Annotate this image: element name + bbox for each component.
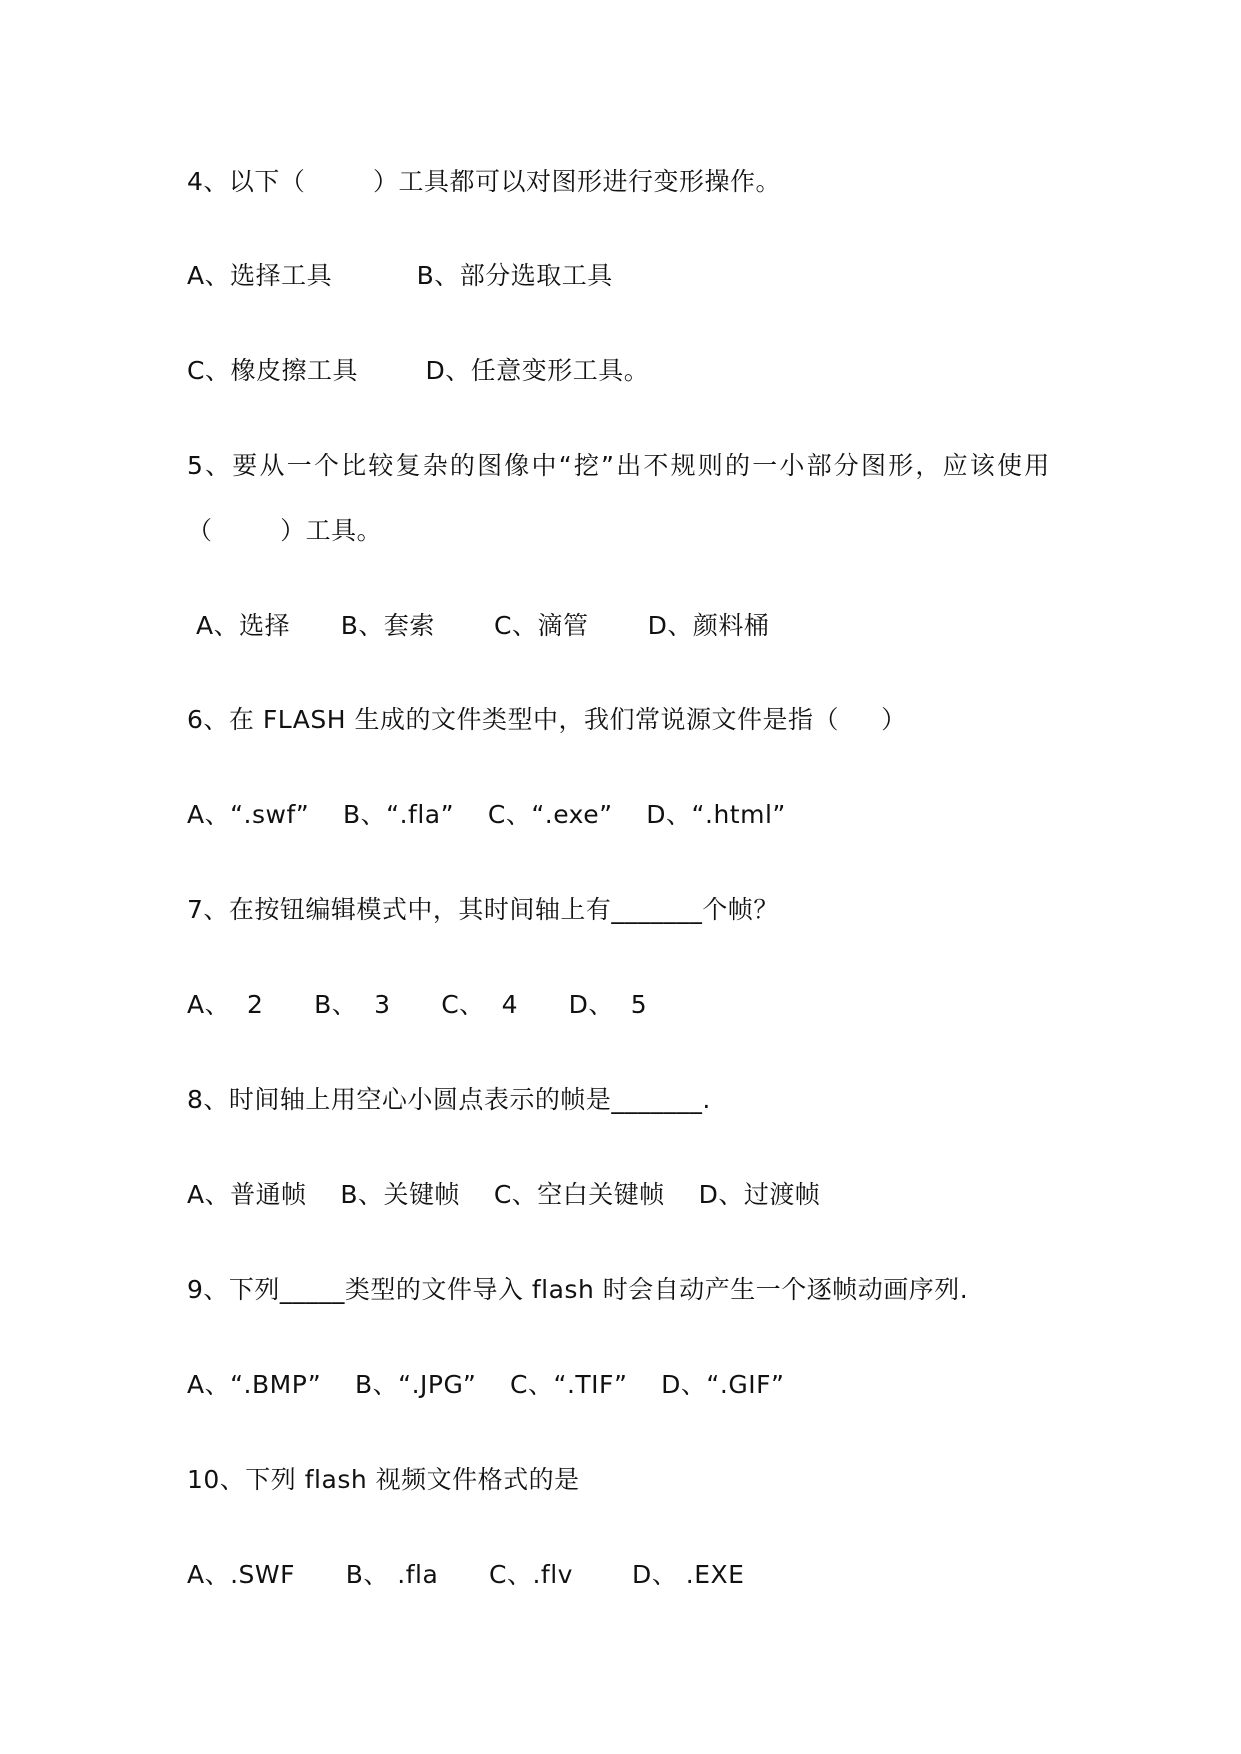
question-4-options-ab: A、选择工具 B、部分选取工具	[187, 261, 613, 290]
question-9-stem: 9、下列_____类型的文件导入 flash 时会自动产生一个逐帧动画序列.	[187, 1275, 969, 1304]
question-5-options: A、选择 B、套索 C、滴管 D、颜料桶	[196, 611, 770, 640]
question-8-options: A、普通帧 B、关键帧 C、空白关键帧 D、过渡帧	[187, 1180, 821, 1209]
question-10-options: A、.SWF B、 .fla C、.flv D、 .EXE	[187, 1560, 745, 1589]
question-5-stem-line2: （ ）工具。	[187, 516, 383, 545]
question-8-stem: 8、时间轴上用空心小圆点表示的帧是_______.	[187, 1085, 711, 1114]
question-4-options-cd: C、橡皮擦工具 D、任意变形工具。	[187, 356, 650, 385]
question-10-stem: 10、下列 flash 视频文件格式的是	[187, 1465, 580, 1494]
question-4-stem: 4、以下（ ）工具都可以对图形进行变形操作。	[187, 167, 781, 196]
question-9-options: A、“.BMP” B、“.JPG” C、“.TIF” D、“.GIF”	[187, 1370, 785, 1399]
question-6-options: A、“.swf” B、“.fla” C、“.exe” D、“.html”	[187, 800, 786, 829]
question-7-stem: 7、在按钮编辑模式中，其时间轴上有_______个帧？	[187, 895, 779, 924]
question-7-options: A、 2 B、 3 C、 4 D、 5	[187, 990, 648, 1019]
question-6-stem: 6、在 FLASH 生成的文件类型中，我们常说源文件是指（ ）	[187, 705, 907, 734]
question-5-stem-line1: 5、要从一个比较复杂的图像中“挖”出不规则的一小部分图形，应该使用	[187, 451, 1052, 480]
